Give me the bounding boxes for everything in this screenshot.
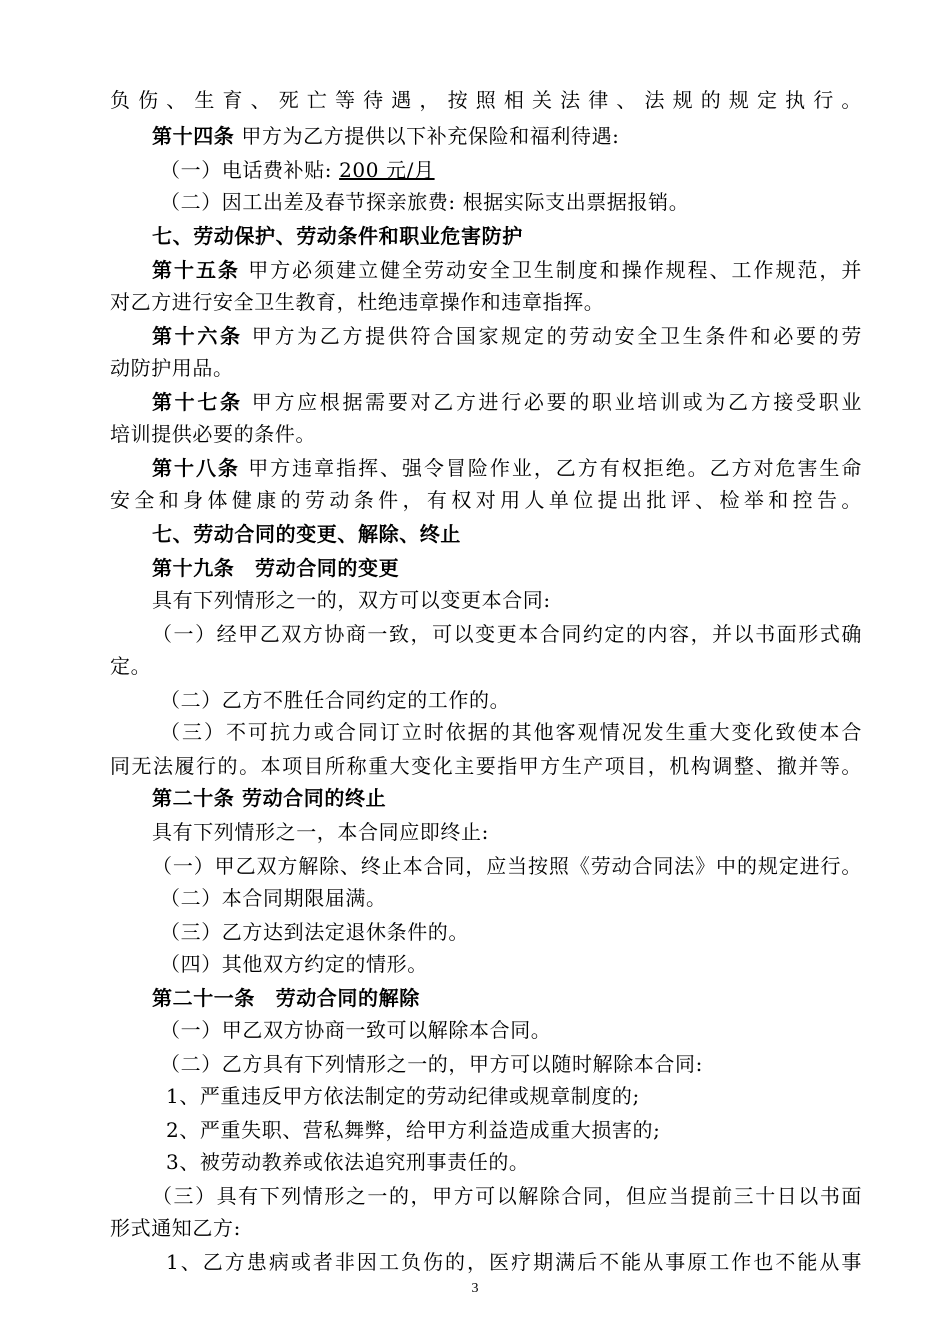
paragraph-line: 负伤、生育、死亡等待遇，按照相关法律、法规的规定执行。 bbox=[110, 88, 862, 112]
list-item bbox=[160, 156, 862, 184]
list-item: 1、乙方患病或者非因工负伤的，医疗期满后不能从事原工作也不能从事 bbox=[166, 1250, 862, 1274]
paragraph-line: 对乙方进行安全卫生教育，杜绝违章操作和违章指挥。 bbox=[110, 290, 605, 314]
article-label: 第十六条 bbox=[152, 324, 243, 348]
list-item: 3、被劳动教养或依法追究刑事责任的。 bbox=[166, 1150, 530, 1174]
list-item: （二）因工出差及春节探亲旅费: 根据实际支出票据报销。 bbox=[160, 190, 690, 214]
list-item: （二）乙方具有下列情形之一的，甲方可以随时解除本合同: bbox=[160, 1052, 703, 1076]
list-item: （一）经甲乙双方协商一致，可以变更本合同约定的内容，并以书面形式确 bbox=[152, 622, 862, 646]
list-item: （三）乙方达到法定退休条件的。 bbox=[160, 920, 469, 944]
phone-subsidy-amount: 200 元/月 bbox=[339, 158, 435, 182]
section-heading: 七、劳动保护、劳动条件和职业危害防护 bbox=[152, 224, 523, 248]
article-18 bbox=[152, 454, 862, 482]
article-17 bbox=[152, 388, 862, 416]
list-item: （二）乙方不胜任合同约定的工作的。 bbox=[160, 688, 511, 712]
paragraph-line: 同无法履行的。本项目所称重大变化主要指甲方生产项目，机构调整、撤并等。 bbox=[110, 754, 862, 778]
section-heading: 七、劳动合同的变更、解除、终止 bbox=[152, 522, 461, 546]
paragraph-text: 甲方为乙方提供符合国家规定的劳动安全卫生条件和必要的劳 bbox=[251, 324, 862, 348]
paragraph-line: 形式通知乙方: bbox=[110, 1216, 241, 1240]
paragraph-text: 甲方应根据需要对乙方进行必要的职业培训或为乙方接受职业 bbox=[251, 390, 862, 414]
list-item: （一）甲乙双方解除、终止本合同，应当按照《劳动合同法》中的规定进行。 bbox=[152, 854, 862, 878]
article-label: 第十八条 bbox=[152, 456, 240, 480]
page-number: 3 bbox=[471, 1281, 479, 1296]
article-label: 第十四条 bbox=[152, 124, 235, 148]
list-item: （二）本合同期限届满。 bbox=[160, 886, 387, 910]
list-item: 1、严重违反甲方依法制定的劳动纪律或规章制度的; bbox=[166, 1084, 640, 1108]
article-15 bbox=[152, 256, 862, 284]
paragraph-line: 具有下列情形之一，本合同应即终止: bbox=[152, 820, 489, 844]
article-heading: 第十九条 劳动合同的变更 bbox=[152, 556, 400, 580]
paragraph-line: 培训提供必要的条件。 bbox=[110, 422, 316, 446]
paragraph-text: 甲方必须建立健全劳动安全卫生制度和操作规程、工作规范，并 bbox=[248, 258, 862, 282]
article-14 bbox=[152, 122, 862, 150]
article-label: 第十七条 bbox=[152, 390, 243, 414]
list-item: （三）不可抗力或合同订立时依据的其他客观情况发生重大变化致使本合 bbox=[160, 720, 862, 744]
paragraph-line: 安全和身体健康的劳动条件，有权对用人单位提出批评、检举和控告。 bbox=[110, 488, 862, 512]
paragraph-line: 具有下列情形之一的，双方可以变更本合同: bbox=[152, 588, 551, 612]
list-item: （三）具有下列情形之一的，甲方可以解除合同，但应当提前三十日以书面 bbox=[152, 1184, 862, 1208]
paragraph-text: 甲方违章指挥、强令冒险作业，乙方有权拒绝。乙方对危害生命 bbox=[248, 456, 862, 480]
article-heading: 第二十一条 劳动合同的解除 bbox=[152, 986, 420, 1010]
paragraph-line: 定。 bbox=[110, 654, 152, 678]
article-heading: 第二十条 劳动合同的终止 bbox=[152, 786, 387, 810]
article-16 bbox=[152, 322, 862, 350]
paragraph-line: 动防护用品。 bbox=[110, 356, 234, 380]
list-item: 2、严重失职、营私舞弊，给甲方利益造成重大损害的; bbox=[166, 1118, 661, 1142]
paragraph-text: 甲方为乙方提供以下补充保险和福利待遇: bbox=[241, 124, 620, 148]
list-item-text: （一）电话费补贴: bbox=[160, 158, 333, 182]
article-label: 第十五条 bbox=[152, 258, 240, 282]
list-item: （一）甲乙双方协商一致可以解除本合同。 bbox=[160, 1018, 552, 1042]
list-item: （四）其他双方约定的情形。 bbox=[160, 952, 428, 976]
